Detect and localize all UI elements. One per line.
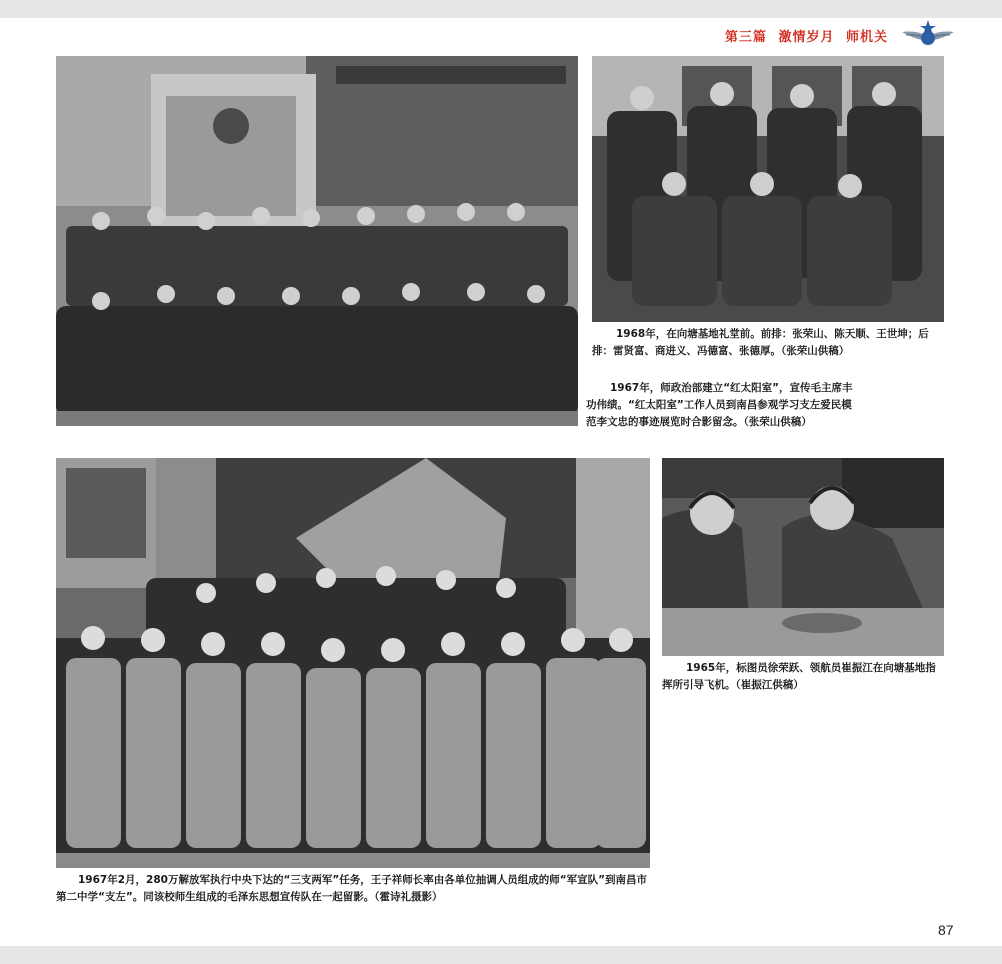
- photo-command-post: [662, 458, 944, 656]
- photo-group-monument: [56, 56, 578, 426]
- caption-propaganda-team: 1967年2月，280万解放军执行中央下达的“三支两军”任务，王子祥师长率由各单位抽调人员组成的师“军宣队”到南昌市第二中学“支左”。同该校师生组成的毛泽东思想宣传队在一起留影。（霍诗礼摄影）: [56, 874, 648, 903]
- header-part: 第三篇: [724, 30, 767, 45]
- photo-auditorium-group: [592, 56, 944, 322]
- caption-auditorium: 1968年，在向塘基地礼堂前。前排：张荣山、陈天顺、王世坤；后排：雷贤富、商进义、冯德富、张德厚。（张荣山供稿）: [592, 328, 929, 357]
- header-title: 激情岁月: [778, 30, 835, 45]
- caption-command-post: 1965年，标图员徐荣跃、领航员崔振江在向塘基地指挥所引导飞机。（崔振江供稿）: [662, 662, 936, 691]
- top-margin-band: [0, 0, 1002, 18]
- caption-red-sun-room: 1967年，师政治部建立“红太阳室”，宣传毛主席丰功伟绩。“红太阳室”工作人员到南昌参观学习支左爱民模范李文忠的事迹展览时合影留念。（张荣山供稿）: [586, 382, 853, 428]
- page-number: 87: [938, 922, 954, 938]
- bottom-margin-band: [0, 946, 1002, 964]
- header-section: 师机关: [845, 30, 888, 45]
- air-force-wings-emblem: [900, 18, 956, 54]
- running-header: [719, 26, 888, 45]
- photo-propaganda-team: [56, 458, 650, 868]
